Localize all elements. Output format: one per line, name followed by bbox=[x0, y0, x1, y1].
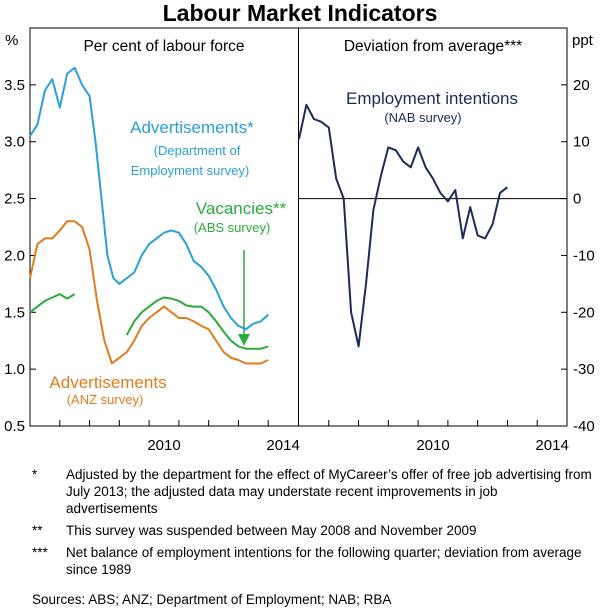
y-tick-label: 0.5 bbox=[4, 418, 25, 435]
y-tick-label: 20 bbox=[573, 76, 590, 94]
x-tick-label: 2014 bbox=[535, 437, 569, 454]
y-tick-label: -30 bbox=[573, 361, 595, 379]
footnote-mark: * bbox=[32, 467, 38, 482]
label-advertisements-anz: Advertisements bbox=[49, 373, 167, 392]
series-line bbox=[30, 294, 75, 312]
chart-title: Labour Market Indicators bbox=[162, 0, 438, 26]
footnote bbox=[32, 466, 592, 517]
x-tick-label: 2010 bbox=[147, 437, 181, 454]
y-tick-label: -10 bbox=[573, 247, 595, 265]
label-advertisements-doe: Advertisements* bbox=[130, 118, 254, 137]
label-advertisements-doe-note-1: (Department of bbox=[153, 143, 241, 158]
footnotes bbox=[32, 466, 592, 583]
footnote-mark: *** bbox=[32, 545, 48, 560]
right-panel-subtitle: Deviation from average*** bbox=[343, 38, 523, 55]
footnote-text: Adjusted by the department for the effect of MyCareer’s offer of free job advertising from July 2013; the adjusted data may understate recent improvements in job advertisements bbox=[66, 467, 592, 516]
y-tick-label: 0 bbox=[573, 190, 582, 208]
footnote bbox=[32, 522, 592, 539]
label-vacancies: Vacancies** bbox=[195, 199, 287, 218]
x-tick-label: 2010 bbox=[416, 437, 450, 454]
label-advertisements-anz-note: (ANZ survey) bbox=[66, 392, 144, 407]
y-tick-label: 3.5 bbox=[4, 76, 25, 94]
y-tick-label: 3.0 bbox=[4, 133, 25, 151]
right-axis-unit: ppt bbox=[572, 32, 593, 49]
label-employment-intentions: Employment intentions bbox=[346, 89, 518, 108]
footnote-text: Net balance of employment intentions for the following quarter; deviation from average since 1989 bbox=[66, 545, 582, 577]
sources: Sources: ABS; ANZ; Department of Employment; NAB; RBA bbox=[32, 592, 392, 607]
label-vacancies-note: (ABS survey) bbox=[193, 220, 271, 235]
vacancies-arrow-head bbox=[238, 334, 250, 346]
x-tick-label: 2014 bbox=[266, 437, 300, 454]
y-tick-label: 2.0 bbox=[4, 247, 25, 265]
left-axis-unit: % bbox=[5, 32, 19, 49]
footnote-mark: ** bbox=[32, 523, 43, 538]
y-tick-label: 2.5 bbox=[4, 190, 25, 208]
footnote bbox=[32, 544, 592, 578]
series-line bbox=[299, 105, 507, 347]
y-tick-label: -20 bbox=[573, 304, 595, 322]
y-tick-label: 10 bbox=[573, 133, 590, 151]
footnote-text: This survey was suspended between May 2008 and November 2009 bbox=[66, 523, 477, 538]
y-tick-label: 1.0 bbox=[4, 361, 25, 379]
left-panel-subtitle: Per cent of labour force bbox=[83, 38, 245, 55]
y-tick-label: 1.5 bbox=[4, 304, 25, 322]
label-employment-intentions-note: (NAB survey) bbox=[384, 110, 462, 125]
label-advertisements-doe-note-2: Employment survey) bbox=[130, 163, 250, 178]
y-tick-label: -40 bbox=[573, 418, 595, 435]
